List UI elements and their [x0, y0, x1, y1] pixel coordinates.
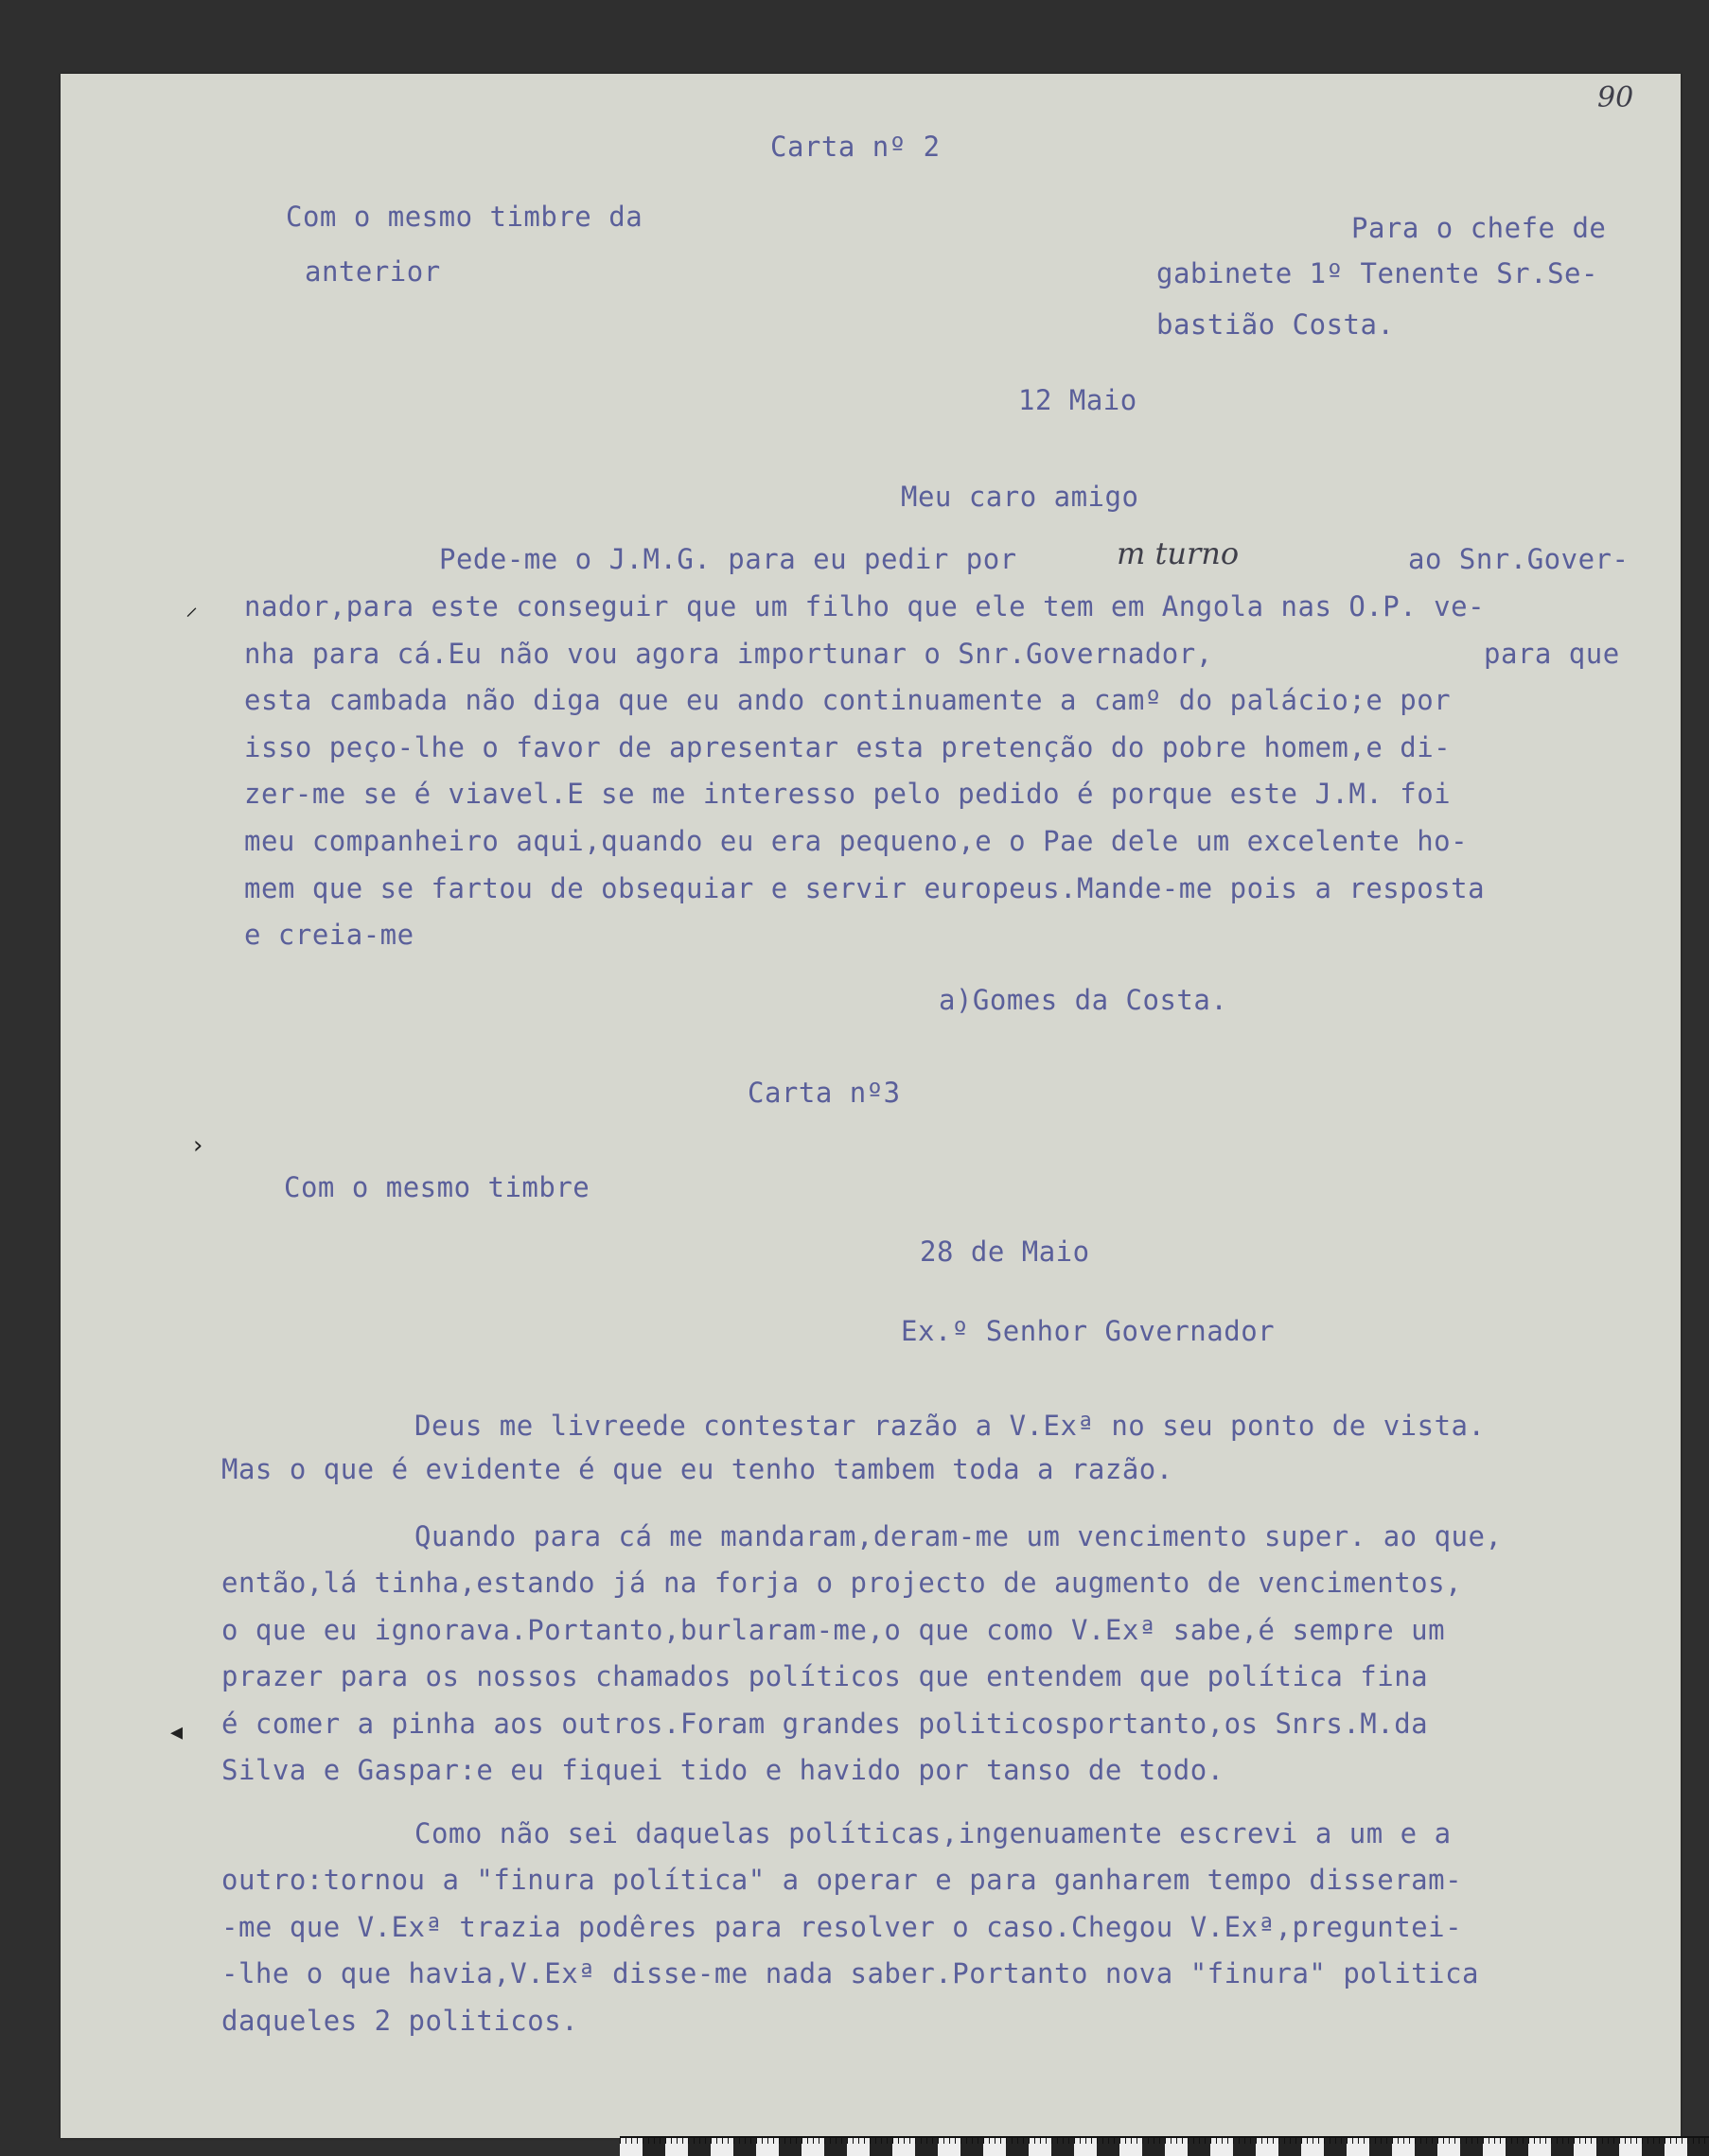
- letter2-signature: a)Gomes da Costa.: [939, 984, 1228, 1016]
- letter2-body-line4: esta cambada não diga que eu ando continuamente a camº do palácio;e por: [244, 684, 1452, 716]
- margin-tick-mark: ◂: [170, 1718, 184, 1746]
- letter3-p2-line5: é comer a pinha aos outros.Foram grandes politicosportanto,os Snrs.M.da: [221, 1708, 1429, 1740]
- letter2-date: 12 Maio: [1018, 384, 1137, 416]
- letter2-body-line3b: para que: [1484, 638, 1620, 670]
- letter3-letterhead: Com o mesmo timbre: [284, 1171, 590, 1203]
- letter3-p3-line4: -lhe o que havia,V.Exª disse-me nada saber.Portanto nova "finura" politica: [221, 1957, 1480, 1989]
- letter3-p3-line5: daqueles 2 politicos.: [221, 2005, 579, 2037]
- letter3-p1-line2: Mas o que é evidente é que eu tenho tambem toda a razão.: [221, 1453, 1173, 1485]
- letter2-body-line7: meu companheiro aqui,quando eu era pequeno,e o Pae dele um excelente ho-: [244, 825, 1469, 857]
- letter3-p3-line1: Como não sei daquelas políticas,ingenuamente escrevi a um e a: [414, 1817, 1452, 1849]
- letter2-recipient-line2: gabinete 1º Tenente Sr.Se-: [1156, 257, 1598, 289]
- letter3-salutation: Ex.º Senhor Governador: [901, 1315, 1276, 1347]
- handwritten-insert: m turno: [1117, 535, 1240, 571]
- letter3-title: Carta nº3: [748, 1077, 901, 1109]
- letter3-p2-line1: Quando para cá me mandaram,deram-me um vencimento super. ao que,: [414, 1520, 1503, 1552]
- letter3-p1-line1: Deus me livreede contestar razão a V.Exª no seu ponto de vista.: [414, 1410, 1486, 1442]
- letter2-body-line9: e creia-me: [244, 919, 414, 951]
- letter2-body-line1b: ao Snr.Gover-: [1408, 543, 1630, 575]
- letter2-body-line2: nador,para este conseguir que um filho que ele tem em Angola nas O.P. ve-: [244, 590, 1486, 622]
- letter2-body-line5: isso peço-lhe o favor de apresentar esta pretenção do pobre homem,e di-: [244, 731, 1452, 763]
- letter2-body-line3a: nha para cá.Eu não vou agora importunar o Snr.Governador,: [244, 638, 1213, 670]
- letter2-salutation: Meu caro amigo: [901, 481, 1139, 513]
- letter3-p3-line2: outro:tornou a "finura política" a operar e para ganharem tempo disseram-: [221, 1864, 1463, 1896]
- letter2-body-line1a: Pede-me o J.M.G. para eu pedir por: [439, 543, 1017, 575]
- margin-tick-mark: ⸝: [185, 593, 199, 622]
- letter2-body-line6: zer-me se é viavel.E se me interesso pelo pedido é porque este J.M. foi: [244, 778, 1452, 810]
- letter3-p2-line2: então,lá tinha,estando já na forja o projecto de augmento de vencimentos,: [221, 1567, 1463, 1599]
- letter2-body-line8: mem que se fartou de obsequiar e servir europeus.Mande-me pois a resposta: [244, 872, 1486, 904]
- letter3-p2-line3: o que eu ignorava.Portanto,burlaram-me,o que como V.Exª sabe,é sempre um: [221, 1614, 1446, 1646]
- letter2-title: Carta nº 2: [770, 131, 941, 163]
- letter2-recipient-line1: Para o chefe de: [1351, 212, 1607, 244]
- letter2-letterhead-line1: Com o mesmo timbre da: [286, 201, 643, 233]
- letter3-date: 28 de Maio: [920, 1236, 1090, 1268]
- letter3-p2-line4: prazer para os nossos chamados políticos que entendem que política fina: [221, 1660, 1429, 1692]
- letter3-p2-line6: Silva e Gaspar:e eu fiquei tido e havido por tanso de todo.: [221, 1754, 1224, 1786]
- letter2-recipient-line3: bastião Costa.: [1156, 308, 1395, 341]
- letter2-letterhead-line2: anterior: [305, 255, 441, 288]
- margin-tick-mark: ›: [193, 1131, 203, 1160]
- letter3-p3-line3: -me que V.Exª trazia podêres para resolver o caso.Chegou V.Exª,preguntei-: [221, 1911, 1463, 1943]
- scale-ruler-ticks: [620, 2136, 1709, 2144]
- page-number: 90: [1597, 81, 1634, 114]
